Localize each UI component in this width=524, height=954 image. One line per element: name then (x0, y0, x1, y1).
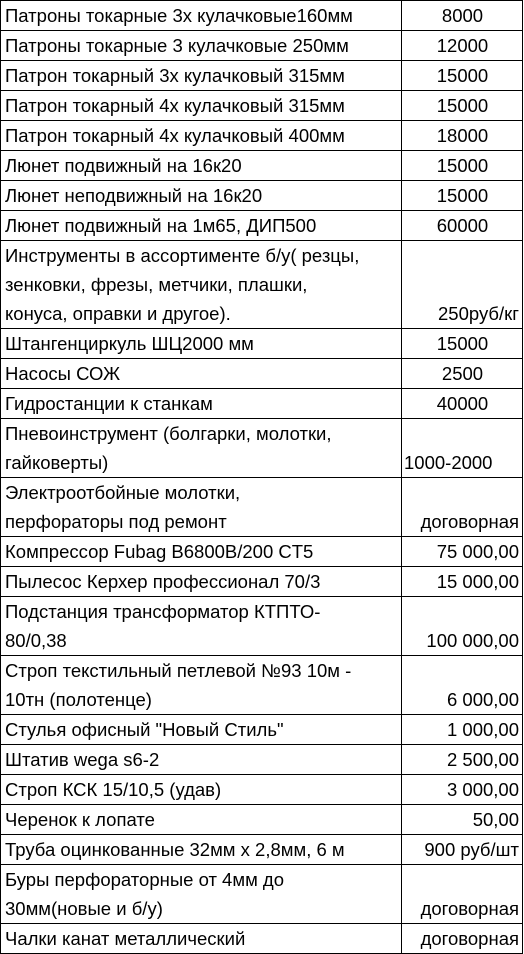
item-price-cell: 60000 (402, 211, 523, 241)
item-price-cell: 250руб/кг (402, 241, 523, 329)
item-name-cell (1, 389, 402, 419)
table-row (1, 211, 523, 241)
item-name-cell (1, 715, 402, 745)
item-price-cell: 3 000,00 (402, 775, 523, 805)
table-row (1, 775, 523, 805)
item-name-cell (1, 537, 402, 567)
table-row (1, 835, 523, 865)
item-price-cell: 1 000,00 (402, 715, 523, 745)
item-price-cell: 8000 (402, 1, 523, 31)
table-row (1, 865, 523, 924)
item-name-line: гайковерты) (5, 452, 109, 473)
item-name-cell (1, 597, 402, 656)
item-name-line: перфораторы под ремонт (5, 511, 227, 532)
item-name-cell (1, 61, 402, 91)
item-name-line: Электроотбойные молотки, (5, 482, 241, 503)
item-name-line: Подстанция трансформатор КТПТО- (5, 601, 321, 622)
table-row (1, 537, 523, 567)
item-name-line: Пылесос Керхер профессионал 70/3 (5, 571, 321, 592)
table-row (1, 924, 523, 954)
item-name-line: Гидростанции к станкам (5, 393, 213, 414)
table-row (1, 805, 523, 835)
item-name-cell (1, 924, 402, 954)
table-row (1, 419, 523, 478)
table-row (1, 715, 523, 745)
price-list-body (1, 1, 523, 954)
table-row (1, 1, 523, 31)
item-name-cell (1, 419, 402, 478)
item-name-line: Штангенциркуль ШЦ2000 мм (5, 333, 254, 354)
item-name-cell (1, 241, 402, 329)
item-price-cell: 2 500,00 (402, 745, 523, 775)
table-row (1, 329, 523, 359)
item-name-line: Насосы СОЖ (5, 363, 121, 384)
item-name-cell (1, 359, 402, 389)
table-row (1, 389, 523, 419)
item-name-cell (1, 31, 402, 61)
item-price-cell: договорная (402, 478, 523, 537)
item-price-cell: 15000 (402, 181, 523, 211)
item-name-cell (1, 211, 402, 241)
item-name-line: Инструменты в ассортименте б/у( резцы, (5, 245, 360, 266)
item-name-line: Компрессор Fubag B6800B/200 CT5 (5, 541, 314, 562)
item-name-cell (1, 151, 402, 181)
table-row (1, 181, 523, 211)
item-name-line: Патрон токарный 3х кулачковый 315мм (5, 65, 345, 86)
item-price-cell: договорная (402, 865, 523, 924)
item-name-cell (1, 805, 402, 835)
table-row (1, 31, 523, 61)
table-row (1, 61, 523, 91)
table-row (1, 567, 523, 597)
table-row (1, 241, 523, 329)
table-row (1, 656, 523, 715)
item-name-line: Люнет подвижный на 1м65, ДИП500 (5, 215, 317, 236)
item-price-cell: 75 000,00 (402, 537, 523, 567)
item-name-cell (1, 181, 402, 211)
item-name-line: Патрон токарный 4х кулачковый 315мм (5, 95, 345, 116)
table-row (1, 597, 523, 656)
item-price-cell: 40000 (402, 389, 523, 419)
item-name-line: конуса, оправки и другое). (5, 303, 231, 324)
item-name-line: 30мм(новые и б/у) (5, 898, 163, 919)
item-name-cell (1, 775, 402, 805)
item-name-line: Люнет подвижный на 16к20 (5, 155, 242, 176)
item-name-line: Черенок к лопате (5, 809, 155, 830)
item-name-cell (1, 835, 402, 865)
item-name-cell (1, 1, 402, 31)
item-name-line: Строп КСК 15/10,5 (удав) (5, 779, 222, 800)
item-price-cell: 100 000,00 (402, 597, 523, 656)
item-name-line: Патроны токарные 3х кулачковые160мм (5, 5, 353, 26)
item-name-cell (1, 329, 402, 359)
table-row (1, 91, 523, 121)
item-price-cell: 1000-2000 (402, 419, 523, 478)
item-name-cell (1, 91, 402, 121)
item-name-cell (1, 478, 402, 537)
item-price-cell: договорная (402, 924, 523, 954)
table-row (1, 359, 523, 389)
item-name-line: Буры перфораторные от 4мм до (5, 869, 285, 890)
item-name-line: Пневоинструмент (болгарки, молотки, (5, 423, 332, 444)
item-name-cell (1, 745, 402, 775)
item-name-line: Патроны токарные 3 кулачковые 250мм (5, 35, 349, 56)
item-price-cell: 18000 (402, 121, 523, 151)
item-price-cell: 15000 (402, 91, 523, 121)
item-name-line: зенковки, фрезы, метчики, плашки, (5, 274, 308, 295)
item-price-cell: 12000 (402, 31, 523, 61)
item-price-cell: 15 000,00 (402, 567, 523, 597)
item-price-cell: 900 руб/шт (402, 835, 523, 865)
item-name-line: Патрон токарный 4х кулачковый 400мм (5, 125, 345, 146)
item-price-cell: 50,00 (402, 805, 523, 835)
item-name-line: Штатив wega s6-2 (5, 749, 160, 770)
item-name-cell (1, 865, 402, 924)
item-name-line: 10тн (полотенце) (5, 689, 152, 710)
item-name-cell (1, 121, 402, 151)
item-name-line: Люнет неподвижный на 16к20 (5, 185, 263, 206)
table-row (1, 121, 523, 151)
table-row (1, 151, 523, 181)
item-price-cell: 15000 (402, 329, 523, 359)
item-name-cell (1, 567, 402, 597)
item-name-line: 80/0,38 (5, 630, 67, 651)
item-price-cell: 15000 (402, 61, 523, 91)
item-price-cell: 6 000,00 (402, 656, 523, 715)
item-name-cell (1, 656, 402, 715)
item-name-line: Стулья офисный "Новый Стиль" (5, 719, 284, 740)
item-price-cell: 2500 (402, 359, 523, 389)
table-row (1, 478, 523, 537)
item-price-cell: 15000 (402, 151, 523, 181)
item-name-line: Чалки канат металлический (5, 928, 246, 949)
table-row (1, 745, 523, 775)
item-name-line: Труба оцинкованные 32мм х 2,8мм, 6 м (5, 839, 345, 860)
item-name-line: Строп текстильный петлевой №93 10м - (5, 660, 352, 681)
